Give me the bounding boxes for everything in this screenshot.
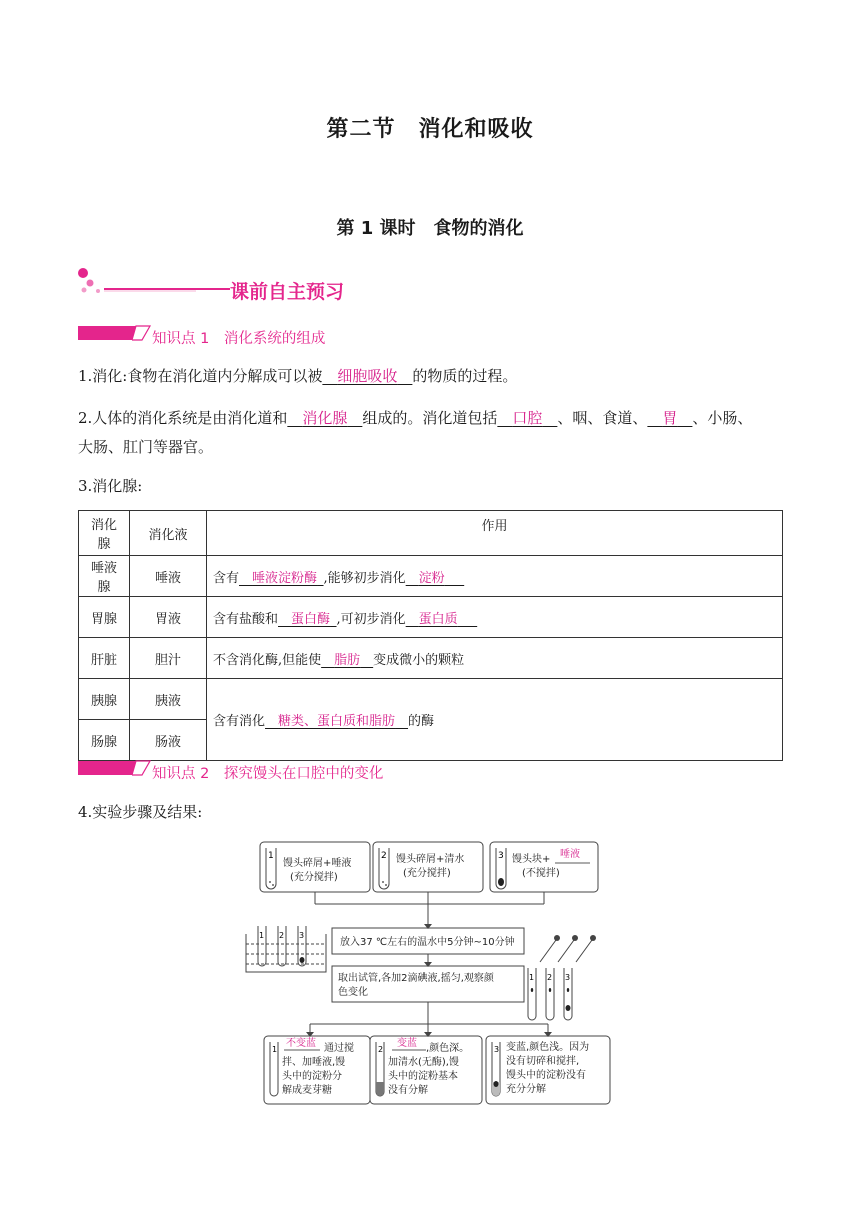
table-row — [79, 679, 783, 720]
table-cell-function-merged — [207, 679, 783, 761]
q2-mid-2: 、咽、食道、 — [557, 409, 648, 427]
kp1-tag — [78, 326, 136, 340]
result-2-line-1: ,颜色深。 — [426, 1043, 470, 1054]
table-answer — [321, 653, 373, 668]
result-tube-3-number: 3 — [494, 1045, 500, 1054]
cell-text: 不含消化酶,但能使 — [213, 652, 322, 668]
result-2-line-2: 加清水(无酶),馒 — [388, 1057, 459, 1068]
result-1-line-1: 通过搅 — [324, 1043, 354, 1054]
table-answer — [265, 714, 408, 729]
table-cell-juice: 胃液 — [130, 597, 207, 638]
table-row — [79, 638, 783, 679]
cell-text: 含有 — [213, 570, 240, 586]
water-bath-icon — [246, 926, 326, 972]
q2-answer-3-text: 胃 — [662, 409, 678, 427]
dropper-tube-3-number: 3 — [565, 973, 571, 982]
tube-2-sublabel: (充分搅拌) — [403, 868, 451, 879]
result-2-answer: 变蓝 — [397, 1038, 417, 1049]
table-header-function: 作用 — [207, 511, 783, 556]
cell-text: 含有消化 — [213, 714, 266, 729]
q2-answer-2-text: 口腔 — [512, 409, 543, 427]
result-2-line-4: 没有分解 — [388, 1085, 428, 1096]
q1-suffix: 的物质的过程。 — [412, 367, 518, 385]
table-answer — [406, 571, 465, 586]
step-2-text-line-1: 取出试管,各加2滴碘液,摇匀,观察颜 — [338, 973, 494, 984]
experiment-flowchart — [240, 836, 620, 1108]
result-3-line-4: 充分分解 — [506, 1084, 546, 1095]
table-row — [79, 556, 783, 597]
table-answer-text: 蛋白质 — [418, 611, 458, 627]
result-1-line-4: 解成麦芽糖 — [282, 1085, 332, 1096]
result-1-answer: 不变蓝 — [286, 1038, 316, 1049]
kp1-heading: 知识点 1 消化系统的组成 — [152, 331, 326, 347]
table-header-juice: 消化液 — [130, 511, 207, 556]
table-answer-text: 蛋白酶 — [291, 611, 331, 627]
bath-tube-2-number: 2 — [279, 931, 285, 940]
table-header-gland: 消化腺 — [79, 511, 130, 556]
table-answer — [239, 571, 324, 586]
result-3-line-2: 没有切碎和搅拌, — [506, 1056, 580, 1067]
table-answer-text: 唾液淀粉酶 — [252, 570, 318, 586]
cell-text: 含有盐酸和 — [213, 611, 279, 627]
q2-answer-1-text: 消化腺 — [302, 409, 348, 427]
tube-2-number: 2 — [381, 851, 387, 861]
kp2-heading: 知识点 2 探究馒头在口腔中的变化 — [152, 766, 384, 782]
banner-decoration — [76, 266, 236, 300]
table-answer-text: 糖类、蛋白质和脂肪 — [278, 714, 396, 729]
cell-text: ,可初步消化 — [336, 611, 406, 627]
table-cell-juice: 胆汁 — [130, 638, 207, 679]
table-cell-function — [207, 597, 783, 638]
q2-suffix: 、小肠、 — [692, 409, 753, 427]
kp1-tag-slant — [132, 324, 154, 342]
q1-prefix: 1.消化:食物在消化道内分解成可以被 — [78, 367, 323, 385]
dropper-tube-1-number: 1 — [529, 973, 535, 982]
bath-tube-3-number: 3 — [299, 931, 305, 940]
tube-2-label: 馒头碎屑+清水 — [396, 854, 465, 865]
q1-answer-text: 细胞吸收 — [337, 367, 398, 385]
table-row — [79, 597, 783, 638]
q2-line-2: 大肠、肛门等器官。 — [78, 438, 214, 456]
table-cell-gland: 唾液腺 — [79, 556, 130, 597]
table-cell-gland: 肝脏 — [79, 638, 130, 679]
table-cell-function — [207, 556, 783, 597]
tube-1-sublabel: (充分搅拌) — [290, 872, 338, 883]
table-answer — [278, 612, 337, 627]
result-tube-2-number: 2 — [378, 1045, 384, 1054]
step-2-text-line-2: 色变化 — [338, 987, 368, 998]
tube-3-label: 馒头块+ — [512, 854, 551, 865]
result-1-line-2: 拌、加唾液,馒 — [282, 1057, 346, 1068]
cell-text: 的酶 — [408, 714, 435, 729]
kp2-tag-slant — [132, 759, 154, 777]
table-cell-juice: 胰液 — [130, 679, 207, 720]
iodine-dropper-icon — [528, 940, 592, 1020]
result-3-line-3: 馒头中的淀粉没有 — [506, 1070, 586, 1081]
q2-answer-1 — [287, 409, 362, 427]
result-3-line-1: 变蓝,颜色浅。因为 — [506, 1042, 590, 1053]
table-header-row — [79, 511, 783, 556]
kp2-tag — [78, 761, 136, 775]
table-cell-juice: 唾液 — [130, 556, 207, 597]
table-cell-gland: 胃腺 — [79, 597, 130, 638]
cell-text: ,能够初步消化 — [323, 570, 406, 586]
result-2-line-3: 头中的淀粉基本 — [388, 1071, 458, 1082]
q2-mid-1: 组成的。消化道包括 — [362, 409, 498, 427]
question-4: 4.实验步骤及结果: — [78, 803, 203, 821]
table-answer-text: 脂肪 — [334, 652, 361, 668]
section-title: 第二节 消化和吸收 — [326, 117, 534, 142]
question-2 — [78, 404, 788, 462]
tube-3-answer: 唾液 — [560, 849, 580, 860]
result-tube-1-number: 1 — [272, 1045, 278, 1054]
lesson-title: 第 1 课时 食物的消化 — [336, 218, 524, 239]
tube-3-sublabel: (不搅拌) — [522, 868, 560, 879]
step-1-text: 放入37 ℃左右的温水中5分钟~10分钟 — [340, 937, 515, 948]
q2-prefix: 2.人体的消化系统是由消化道和 — [78, 409, 288, 427]
bath-tube-1-number: 1 — [259, 931, 265, 940]
dropper-tube-2-number: 2 — [547, 973, 553, 982]
table-cell-juice: 肠液 — [130, 720, 207, 761]
table-cell-function — [207, 638, 783, 679]
q2-answer-2 — [497, 409, 557, 427]
table-answer — [406, 612, 478, 627]
table-cell-gland: 胰腺 — [79, 679, 130, 720]
table-cell-gland: 肠腺 — [79, 720, 130, 761]
table-answer-text: 淀粉 — [418, 570, 445, 586]
q1-answer — [322, 367, 412, 385]
digestive-gland-table — [78, 510, 783, 761]
tube-3-number: 3 — [498, 851, 504, 861]
tube-1-number: 1 — [268, 851, 274, 861]
result-1-line-3: 头中的淀粉分 — [282, 1071, 342, 1082]
tube-1-label: 馒头碎屑+唾液 — [283, 858, 352, 869]
preview-banner-title: 课前自主预习 — [230, 281, 345, 303]
question-3: 3.消化腺: — [78, 477, 143, 495]
question-1 — [78, 362, 788, 391]
q2-answer-3 — [647, 409, 692, 427]
cell-text: 变成微小的颗粒 — [373, 652, 465, 668]
